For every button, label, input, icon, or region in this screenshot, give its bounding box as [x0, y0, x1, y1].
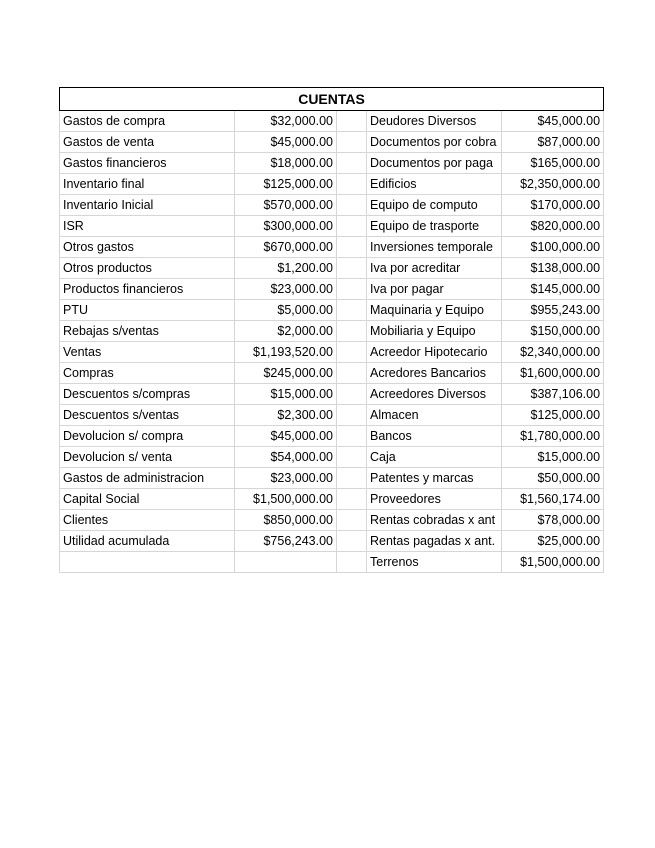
- table-row: [60, 510, 604, 531]
- left-account-name: Clientes: [60, 510, 235, 531]
- spacer-cell: [337, 384, 367, 405]
- spacer-cell: [337, 216, 367, 237]
- right-account-amount: $955,243.00: [502, 300, 604, 321]
- left-account-amount: $54,000.00: [235, 447, 337, 468]
- table-row: [60, 468, 604, 489]
- left-account-name: Descuentos s/ventas: [60, 405, 235, 426]
- table-row: [60, 132, 604, 153]
- table-row: [60, 342, 604, 363]
- left-account-name: Compras: [60, 363, 235, 384]
- right-account-name: Documentos por paga: [367, 153, 502, 174]
- spacer-cell: [337, 531, 367, 552]
- left-account-name: Productos financieros: [60, 279, 235, 300]
- right-account-amount: $145,000.00: [502, 279, 604, 300]
- right-account-name: Equipo de computo: [367, 195, 502, 216]
- left-account-name: Utilidad acumulada: [60, 531, 235, 552]
- table-row: [60, 531, 604, 552]
- table-row: [60, 489, 604, 510]
- right-account-amount: $2,340,000.00: [502, 342, 604, 363]
- left-account-amount: $5,000.00: [235, 300, 337, 321]
- left-account-name: Gastos de venta: [60, 132, 235, 153]
- right-account-name: Edificios: [367, 174, 502, 195]
- right-account-name: Mobiliaria y Equipo: [367, 321, 502, 342]
- table-row: [60, 447, 604, 468]
- right-account-amount: $78,000.00: [502, 510, 604, 531]
- table-row: [60, 321, 604, 342]
- left-account-name: Otros gastos: [60, 237, 235, 258]
- right-account-amount: $170,000.00: [502, 195, 604, 216]
- table-row: [60, 552, 604, 573]
- left-account-name: Capital Social: [60, 489, 235, 510]
- right-account-amount: $1,600,000.00: [502, 363, 604, 384]
- right-account-amount: $1,780,000.00: [502, 426, 604, 447]
- right-account-amount: $100,000.00: [502, 237, 604, 258]
- right-account-amount: $1,500,000.00: [502, 552, 604, 573]
- right-account-name: Terrenos: [367, 552, 502, 573]
- right-account-amount: $87,000.00: [502, 132, 604, 153]
- spacer-cell: [337, 447, 367, 468]
- left-account-amount: $1,200.00: [235, 258, 337, 279]
- table-row: [60, 300, 604, 321]
- right-account-amount: $150,000.00: [502, 321, 604, 342]
- right-account-name: Rentas pagadas x ant.: [367, 531, 502, 552]
- spacer-cell: [337, 153, 367, 174]
- spacer-cell: [337, 300, 367, 321]
- accounts-table: [59, 87, 604, 573]
- accounts-table-body: [60, 88, 604, 573]
- right-account-amount: $2,350,000.00: [502, 174, 604, 195]
- right-account-amount: $1,560,174.00: [502, 489, 604, 510]
- left-account-amount: $45,000.00: [235, 426, 337, 447]
- left-account-amount: $45,000.00: [235, 132, 337, 153]
- right-account-name: Acreedor Hipotecario: [367, 342, 502, 363]
- spacer-cell: [337, 426, 367, 447]
- left-account-name: [60, 552, 235, 573]
- left-account-amount: $32,000.00: [235, 111, 337, 132]
- spacer-cell: [337, 552, 367, 573]
- right-account-amount: $45,000.00: [502, 111, 604, 132]
- right-account-name: Patentes y marcas: [367, 468, 502, 489]
- spacer-cell: [337, 363, 367, 384]
- left-account-amount: $23,000.00: [235, 279, 337, 300]
- table-row: [60, 405, 604, 426]
- table-row: [60, 237, 604, 258]
- spacer-cell: [337, 342, 367, 363]
- right-account-name: Acreedores Diversos: [367, 384, 502, 405]
- right-account-amount: $820,000.00: [502, 216, 604, 237]
- left-account-name: PTU: [60, 300, 235, 321]
- left-account-amount: $1,193,520.00: [235, 342, 337, 363]
- left-account-name: Ventas: [60, 342, 235, 363]
- left-account-name: Devolucion s/ venta: [60, 447, 235, 468]
- left-account-amount: $1,500,000.00: [235, 489, 337, 510]
- spacer-cell: [337, 279, 367, 300]
- spacer-cell: [337, 237, 367, 258]
- left-account-name: Otros productos: [60, 258, 235, 279]
- table-row: [60, 174, 604, 195]
- left-account-name: Descuentos s/compras: [60, 384, 235, 405]
- right-account-name: Iva por pagar: [367, 279, 502, 300]
- right-account-name: Equipo de trasporte: [367, 216, 502, 237]
- right-account-amount: $165,000.00: [502, 153, 604, 174]
- right-account-amount: $50,000.00: [502, 468, 604, 489]
- left-account-amount: $2,300.00: [235, 405, 337, 426]
- right-account-amount: $125,000.00: [502, 405, 604, 426]
- left-account-amount: [235, 552, 337, 573]
- table-row: [60, 153, 604, 174]
- right-account-name: Documentos por cobra: [367, 132, 502, 153]
- table-row: [60, 384, 604, 405]
- right-account-name: Almacen: [367, 405, 502, 426]
- table-row: [60, 279, 604, 300]
- spacer-cell: [337, 111, 367, 132]
- left-account-amount: $23,000.00: [235, 468, 337, 489]
- right-account-name: Acredores Bancarios: [367, 363, 502, 384]
- table-row: [60, 195, 604, 216]
- right-account-name: Maquinaria y Equipo: [367, 300, 502, 321]
- left-account-amount: $2,000.00: [235, 321, 337, 342]
- spacer-cell: [337, 321, 367, 342]
- left-account-name: Inventario final: [60, 174, 235, 195]
- left-account-amount: $850,000.00: [235, 510, 337, 531]
- table-row: [60, 363, 604, 384]
- title-row: [60, 88, 604, 111]
- left-account-amount: $570,000.00: [235, 195, 337, 216]
- right-account-amount: $387,106.00: [502, 384, 604, 405]
- left-account-name: Gastos de administracion: [60, 468, 235, 489]
- left-account-amount: $756,243.00: [235, 531, 337, 552]
- left-account-amount: $18,000.00: [235, 153, 337, 174]
- spacer-cell: [337, 195, 367, 216]
- spacer-cell: [337, 174, 367, 195]
- right-account-name: Inversiones temporale: [367, 237, 502, 258]
- spacer-cell: [337, 132, 367, 153]
- left-account-name: Gastos de compra: [60, 111, 235, 132]
- right-account-amount: $25,000.00: [502, 531, 604, 552]
- spacer-cell: [337, 510, 367, 531]
- right-account-amount: $15,000.00: [502, 447, 604, 468]
- right-account-name: Proveedores: [367, 489, 502, 510]
- left-account-name: ISR: [60, 216, 235, 237]
- right-account-name: Iva por acreditar: [367, 258, 502, 279]
- left-account-name: Inventario Inicial: [60, 195, 235, 216]
- spacer-cell: [337, 258, 367, 279]
- spacer-cell: [337, 489, 367, 510]
- right-account-name: Rentas cobradas x ant: [367, 510, 502, 531]
- left-account-name: Rebajas s/ventas: [60, 321, 235, 342]
- spacer-cell: [337, 468, 367, 489]
- left-account-name: Gastos financieros: [60, 153, 235, 174]
- table-title: CUENTAS: [60, 88, 604, 111]
- table-row: [60, 216, 604, 237]
- accounts-sheet: [59, 87, 603, 573]
- left-account-amount: $670,000.00: [235, 237, 337, 258]
- left-account-amount: $300,000.00: [235, 216, 337, 237]
- left-account-amount: $125,000.00: [235, 174, 337, 195]
- table-row: [60, 111, 604, 132]
- table-row: [60, 426, 604, 447]
- left-account-amount: $15,000.00: [235, 384, 337, 405]
- left-account-name: Devolucion s/ compra: [60, 426, 235, 447]
- spacer-cell: [337, 405, 367, 426]
- right-account-name: Bancos: [367, 426, 502, 447]
- right-account-amount: $138,000.00: [502, 258, 604, 279]
- right-account-name: Deudores Diversos: [367, 111, 502, 132]
- right-account-name: Caja: [367, 447, 502, 468]
- left-account-amount: $245,000.00: [235, 363, 337, 384]
- table-row: [60, 258, 604, 279]
